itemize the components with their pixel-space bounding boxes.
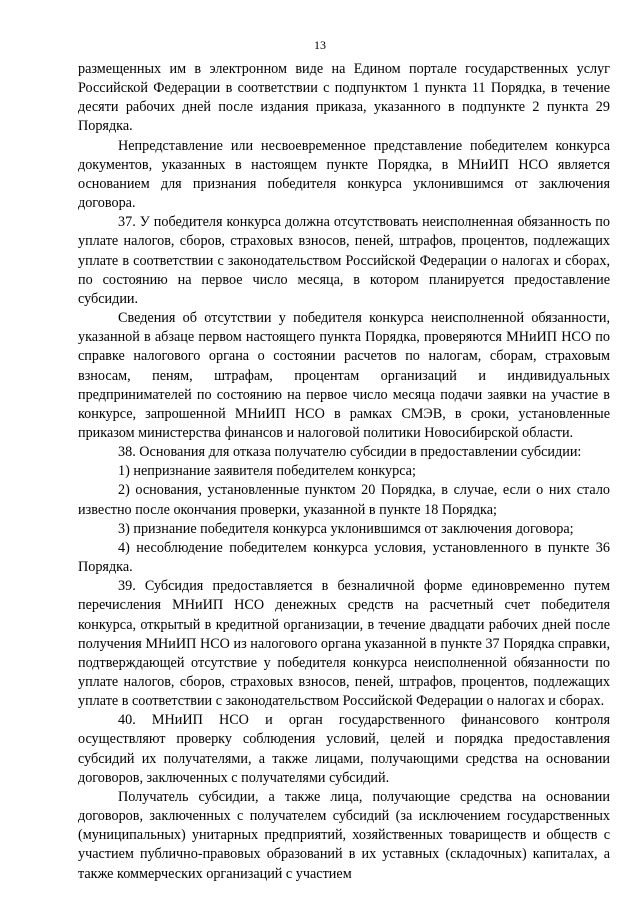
paragraph-37: 37. У победителя конкурса должна отсутствовать неисполненная обязанность по уплате налогов, сборов, страховых взносов, пеней, штрафов, процентов, подлежащих уплате в соответствии с законодательством Российской Федерации о налогах и сборах, по состоянию на первое число месяца, в котором планируется предоставление субсидии. — [78, 214, 610, 307]
paragraph-38-item-4: 4) несоблюдение победителем конкурса условия, установленного в пункте 36 Порядка. — [78, 539, 610, 576]
paragraph-38-item-2: 2) основания, установленные пунктом 20 Порядка, в случае, если о них стало известно после окончания проверки, указанной в пункте 18 Порядка; — [78, 482, 610, 518]
paragraph-38-item-3: 3) признание победителя конкурса уклонившимся от заключения договора; — [118, 520, 574, 537]
paragraph-37-info: Сведения об отсутствии у победителя конкурса неисполненной обязанности, указанной в абзаце первом настоящего пункта Порядка, проверяются МНиИП НСО по справке налогового органа о состоянии расчетов по налогам, сборам, страховым взносам, пеням, штрафам, процентам организаций и индивидуальных предпринимателей по состоянию на первое число месяца подачи заявки на участие в конкурсе, запрошенной МНиИП НСО в рамках СМЭВ, в сроки, установленные приказом министерства финансов и налоговой политики Новосибирской области. — [78, 310, 610, 441]
paragraph-40-recipient: Получатель субсидии, а также лица, получающие средства на основании договоров, заключенных с получателем субсидий (за исключением государственных (муниципальных) унитарных предприятий, хозяйственных товариществ и обществ с участием публично-правовых образований в их уставных (складочных) капиталах, а также коммерческих организаций с участием — [78, 788, 610, 882]
paragraph-40: 40. МНиИП НСО и орган государственного финансового контроля осуществляют проверку соблюдения условий, целей и порядка предоставления субсидий их получателями, а также лицами, получающими средства на основании договоров, заключенных с получателями субсидий. — [78, 712, 610, 786]
paragraph-38-item-1: 1) непризнание заявителя победителем конкурса; — [118, 463, 416, 480]
paragraph-continuation: размещенных им в электронном виде на Едином портале государственных услуг Российской Федерации в соответствии с подпунктом 1 пункта 11 Порядка, в течение десяти рабочих дней после издания приказа, указанного в подпункте 2 пункта 29 Порядка. — [78, 61, 610, 135]
paragraph-38: 38. Основания для отказа получателю субсидии в предоставлении субсидии: — [118, 444, 582, 461]
page-number: 13 — [314, 38, 326, 52]
document-body — [78, 60, 610, 884]
paragraph-39: 39. Субсидия предоставляется в безналичной форме единовременно путем перечисления МНиИП НСО денежных средств на расчетный счет победителя конкурса, открытый в кредитной организации, в течение двадцати рабочих дней после получения МНиИП НСО из налогового органа указанной в пункте 37 Порядка справки, подтверждающей отсутствие у победителя конкурса неисполненной обязанности по уплате налогов, сборов, страховых взносов, пеней, штрафов, процентов, подлежащих уплате в соответствии с законодательством Российской Федерации о налогах и сборах. — [78, 578, 610, 710]
paragraph-nonsubmission: Непредставление или несвоевременное представление победителем конкурса документов, указанных в настоящем пункте Порядка, в МНиИП НСО является основанием для признания победителя конкурса уклонившимся от заключения договора. — [78, 137, 610, 212]
